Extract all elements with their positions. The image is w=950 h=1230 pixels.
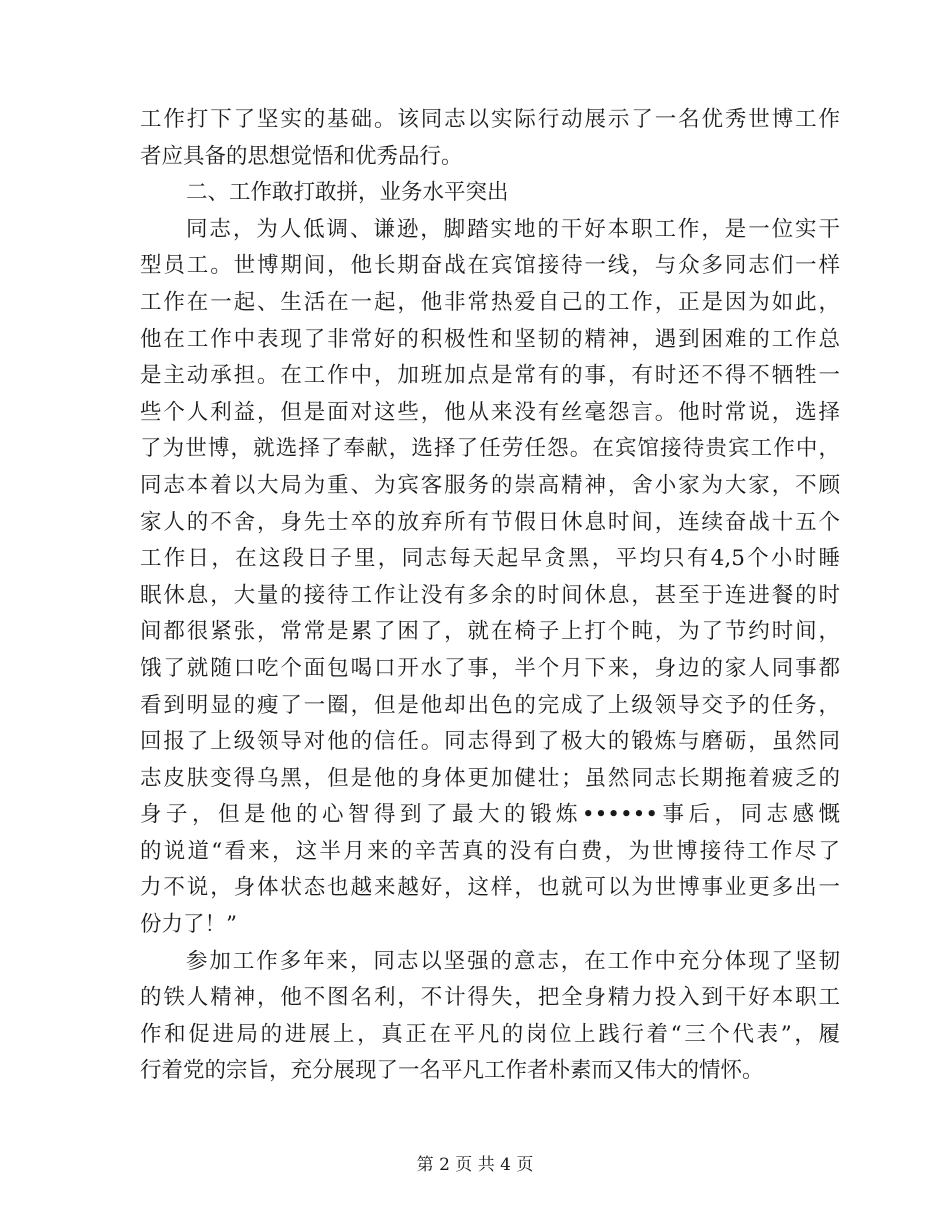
- text-line: 了为世博，就选择了奉献，选择了任劳任怨。在宾馆接待贵宾工作中，: [140, 436, 840, 462]
- text-line: 力不说，身体状态也越来越好，这样，也就可以为世博事业更多出一: [140, 875, 840, 901]
- text-line: 行着党的宗旨，充分展现了一名平凡工作者朴素而又伟大的情怀。: [140, 1058, 764, 1084]
- page-number-footer: 第 2 页 共 4 页: [416, 1155, 534, 1175]
- text-line: 同志本着以大局为重、为宾客服务的崇高精神，舍小家为大家，不顾: [140, 472, 840, 498]
- text-line: 工作在一起、生活在一起，他非常热爱自己的工作，正是因为如此，: [140, 289, 840, 315]
- text-line: 看到明显的瘦了一圈，但是他却出色的完成了上级领导交予的任务，: [140, 692, 840, 718]
- text-line: 同志，为人低调、谦逊，脚踏实地的干好本职工作，是一位实干: [186, 216, 840, 242]
- text-line: 是主动承担。在工作中，加班加点是常有的事，有时还不得不牺牲一: [140, 363, 840, 389]
- text-line: 者应具备的思想觉悟和优秀品行。: [140, 143, 463, 169]
- text-line: 工作日，在这段日子里，同志每天起早贪黑，平均只有4,5个小时睡: [140, 546, 840, 572]
- text-line: 身子，但是他的心智得到了最大的锻炼••••••事后，同志感慨: [140, 802, 840, 828]
- text-line: 工作打下了坚实的基础。该同志以实际行动展示了一名优秀世博工作: [140, 107, 840, 132]
- text-line: 眠休息，大量的接待工作让没有多余的时间休息，甚至于连进餐的时: [140, 582, 840, 608]
- text-line: 型员工。世博期间，他长期奋战在宾馆接待一线，与众多同志们一样: [140, 253, 840, 279]
- text-line: 志皮肤变得乌黑，但是他的身体更加健壮；虽然同志长期拖着疲乏的: [140, 765, 840, 791]
- text-line: 饿了就随口吃个面包喝口开水了事，半个月下来，身边的家人同事都: [140, 655, 840, 681]
- text-line: 他在工作中表现了非常好的积极性和坚韧的精神，遇到困难的工作总: [140, 326, 840, 352]
- text-line: 的说道“看来，这半月来的辛苦真的没有白费，为世博接待工作尽了: [140, 838, 840, 864]
- text-line: 些个人利益，但是面对这些，他从来没有丝毫怨言。他时常说，选择: [140, 399, 840, 425]
- document-body: [140, 102, 840, 1090]
- text-line: 参加工作多年来，同志以坚强的意志，在工作中充分体现了坚韧: [186, 948, 840, 974]
- text-line: 家人的不舍，身先士卒的放弃所有节假日休息时间，连续奋战十五个: [140, 509, 840, 535]
- text-line: 回报了上级领导对他的信任。同志得到了极大的锻炼与磨砺，虽然同: [140, 729, 840, 755]
- section-heading: 二、工作敢打敢拼，业务水平突出: [186, 180, 509, 206]
- text-line: 作和促进局的进展上，真正在平凡的岗位上践行着“三个代表”，履: [140, 1021, 840, 1047]
- text-line: 间都很紧张，常常是累了困了，就在椅子上打个盹，为了节约时间，: [140, 619, 840, 645]
- text-line: 份力了！”: [140, 912, 237, 938]
- text-line: 的铁人精神，他不图名利，不计得失，把全身精力投入到干好本职工: [140, 985, 840, 1011]
